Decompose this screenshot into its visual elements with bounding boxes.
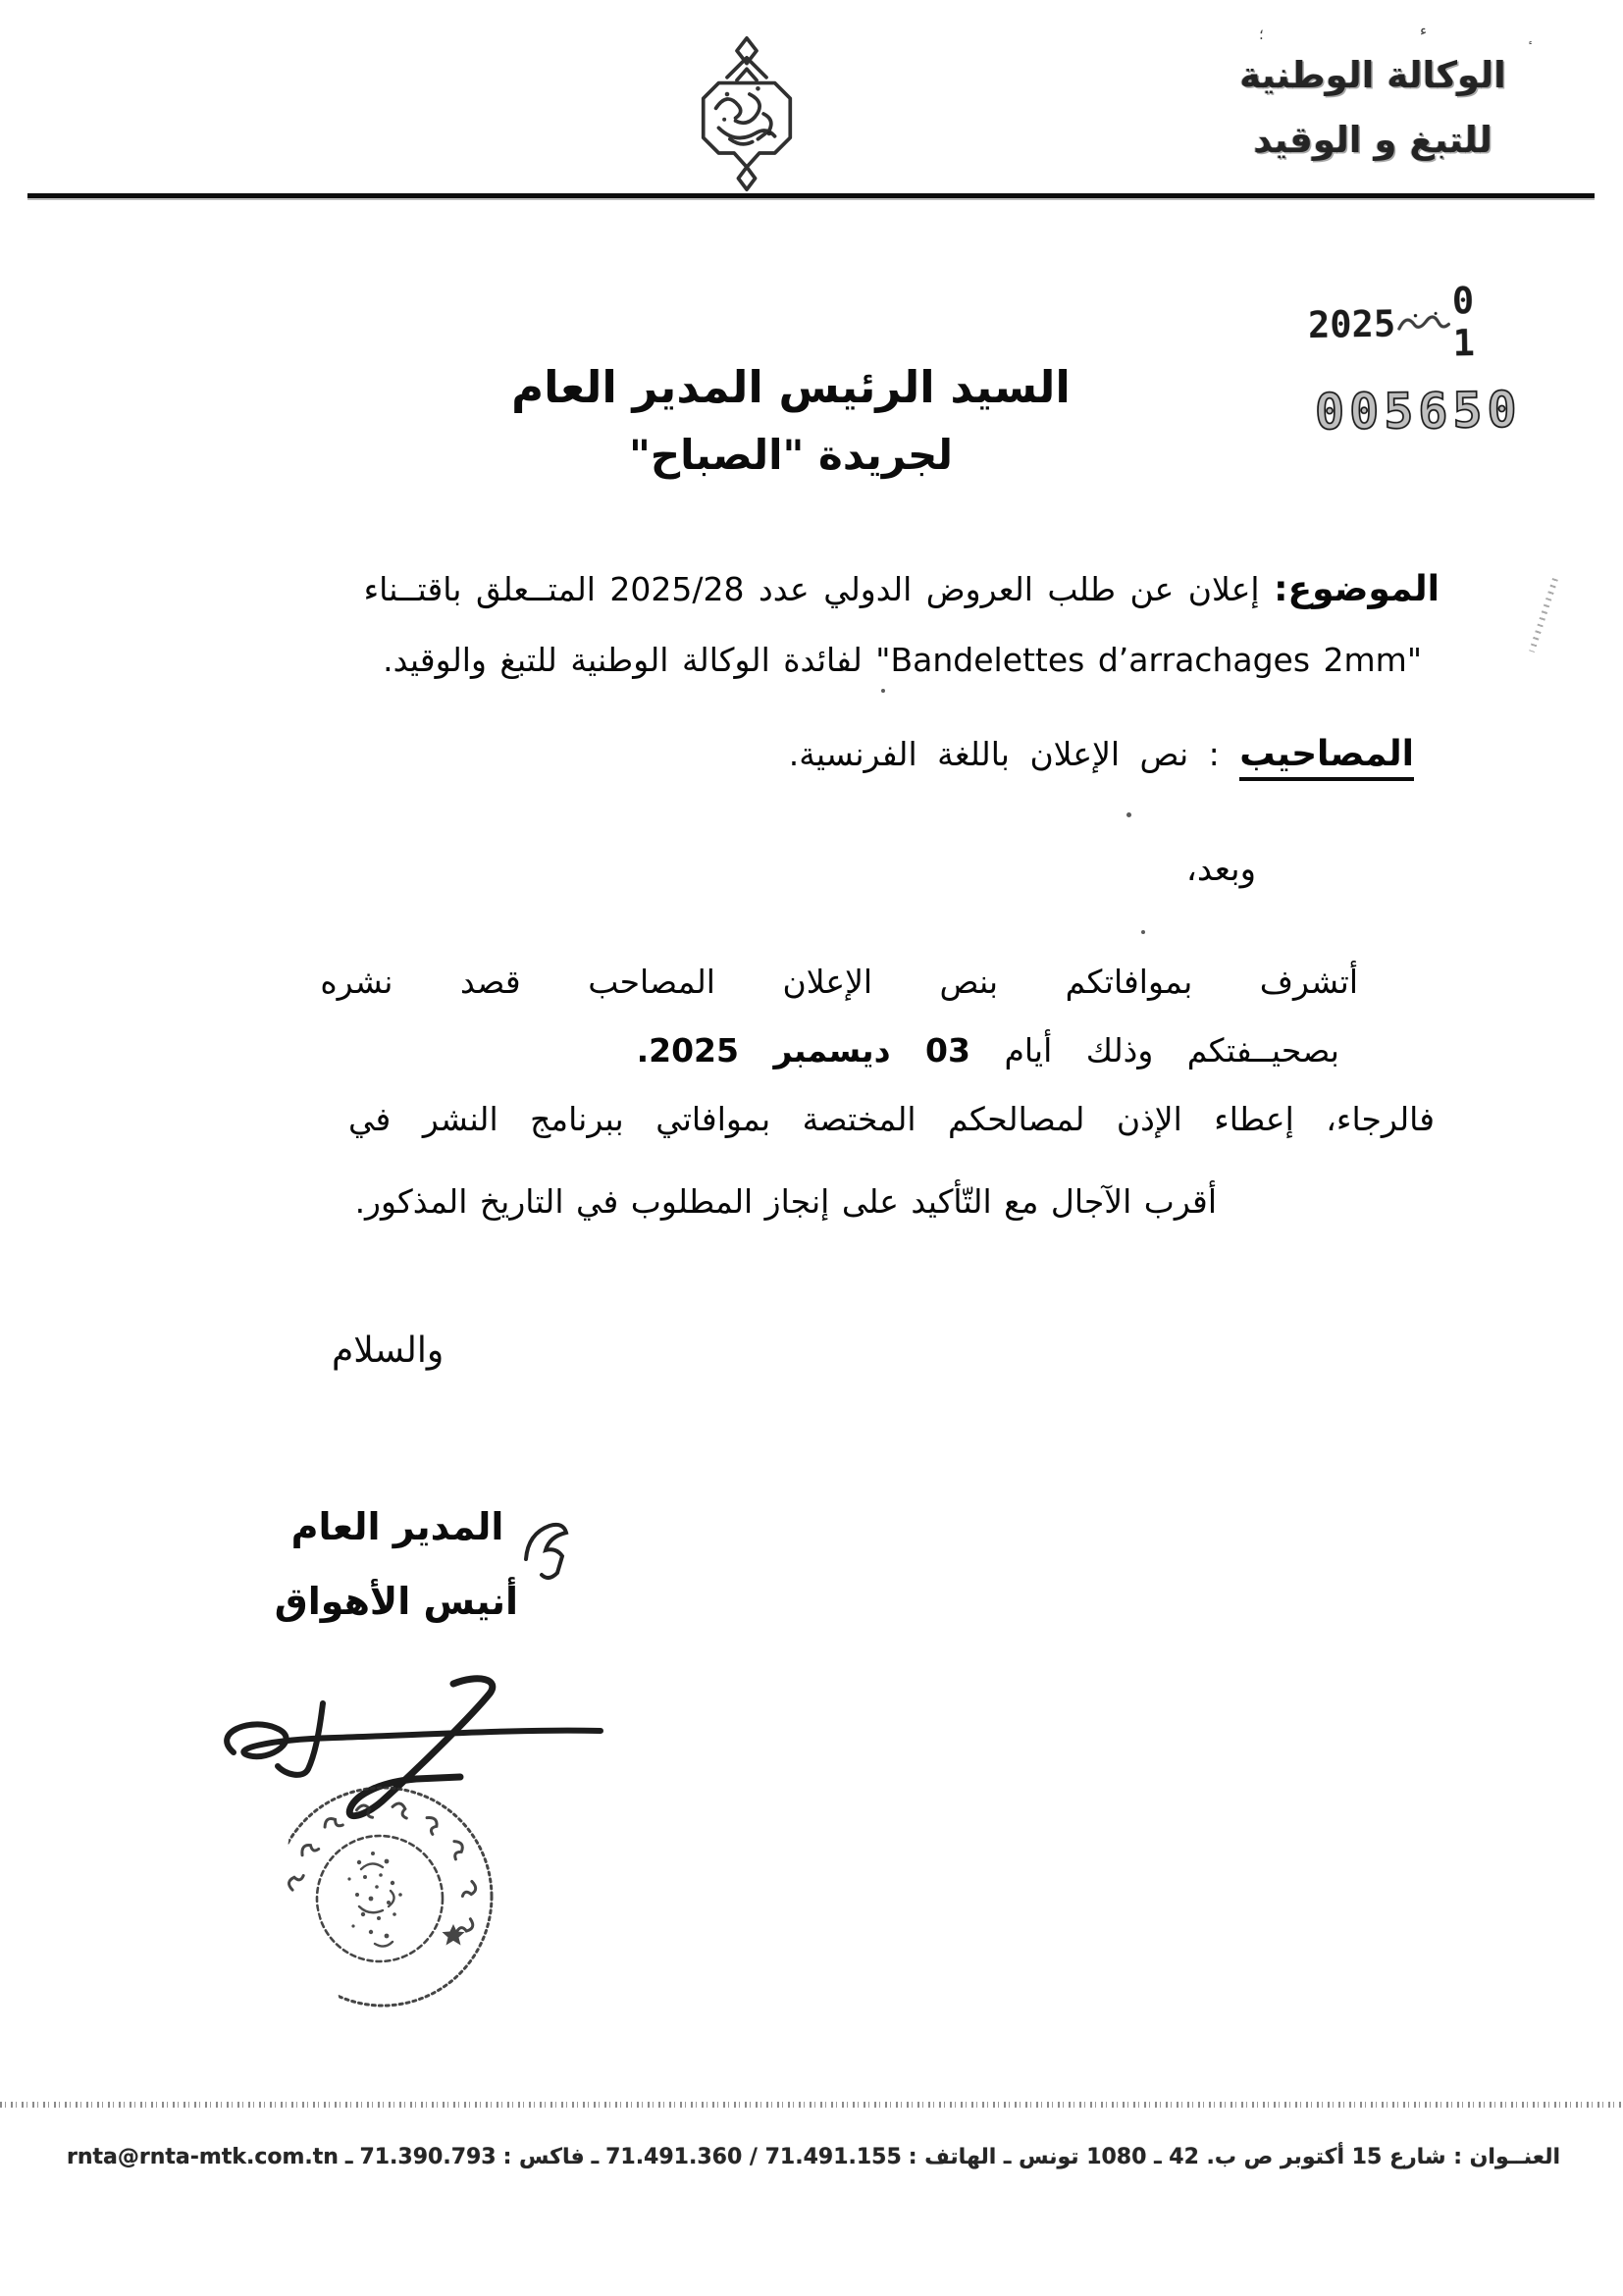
publication-date: 03 ديسمبر 2025 <box>649 1031 970 1070</box>
body-paragraph1-line2 <box>637 1031 1339 1070</box>
scan-noise-band <box>0 2102 1623 2108</box>
scan-speck <box>1141 930 1145 934</box>
registration-number-stamp: 005650 <box>1314 381 1522 442</box>
agency-name-line2: للتبغ و الوقيد <box>1253 119 1492 161</box>
header-divider <box>27 193 1595 198</box>
footer-email: rnta@rnta-mtk.com.tn <box>67 2145 339 2169</box>
stamp-day: 0 1 <box>1451 279 1486 365</box>
subject-text-line1: إعلان عن طلب العروض الدولي عدد 2025/28 المتــعلق باقتــناء <box>363 570 1260 608</box>
pen-initial-icon <box>514 1514 579 1585</box>
closing-salutation: والسلام <box>332 1331 445 1371</box>
scan-speck <box>1529 578 1558 652</box>
body-paragraph1-line2-text: بصحيــفتكم وذلك أيام <box>1004 1031 1339 1070</box>
footer-phone-numbers: 71.491.360 / 71.491.155 <box>605 2145 902 2169</box>
footer-fax-label: فاكس : <box>502 2145 585 2169</box>
footer-address: العنــوان : شارع 15 أكتوبر ص ب. 42 ـ 1080 تونس ـ الهاتف : <box>908 2145 1560 2169</box>
scan-speck <box>1126 812 1131 817</box>
illegible-handstamp-month-icon <box>1395 305 1453 341</box>
footer-separator: ـ <box>344 2145 353 2169</box>
agency-name <box>1216 43 1530 173</box>
rnta-arabesque-emblem-icon <box>675 35 818 192</box>
body-paragraph2-line1: فالرجاء، إعطاء الإذن لمصالحكم المختصة بموافاتي ببرنامج النشر في <box>348 1100 1435 1138</box>
attachments-text: : نص الإعلان باللغة الفرنسية. <box>788 735 1220 773</box>
body-paragraph2-line2: أقرب الآجال مع التّأكيد على إنجاز المطلوب في التاريخ المذكور. <box>354 1182 1217 1221</box>
recipient-line1: السيد الرئيس المدير العام <box>511 361 1071 413</box>
attachments-label: المصاحيب <box>1239 734 1414 781</box>
recipient-block <box>442 361 1140 479</box>
agency-name-line1: الوكالة الوطنية <box>1239 54 1506 96</box>
scan-speck: ء <box>1420 22 1428 39</box>
subject-line1 <box>364 569 1440 609</box>
attachments-line <box>789 734 1414 774</box>
signatory-name: أنيس الأهواق <box>274 1580 518 1623</box>
sentence-period: . <box>636 1031 650 1070</box>
subject-label: الموضوع: <box>1274 569 1440 609</box>
signature-block <box>274 1505 518 1623</box>
footer-contact-line <box>67 2145 1560 2169</box>
footer-fax-number: 71.390.793 <box>359 2145 497 2169</box>
received-date-stamp <box>1307 279 1543 365</box>
stamp-year: 2025 <box>1307 302 1396 346</box>
footer-separator: ـ <box>591 2145 600 2169</box>
body-paragraph1-line1: أتشرف بموافاتكم بنص الإعلان المصاحب قصد نشره <box>320 963 1358 1001</box>
subject-line2: "Bandelettes d’arrachages 2mm" لفائدة الوكالة الوطنية للتبغ والوقيد. <box>383 641 1422 679</box>
official-round-seal-icon <box>243 1759 524 2040</box>
salutation: وبعد، <box>1185 850 1256 889</box>
recipient-line2: لجريدة "الصباح" <box>628 431 954 479</box>
scan-speck: ؛ <box>1259 26 1264 43</box>
signatory-title: المدير العام <box>290 1505 504 1548</box>
scan-speck <box>881 689 885 693</box>
